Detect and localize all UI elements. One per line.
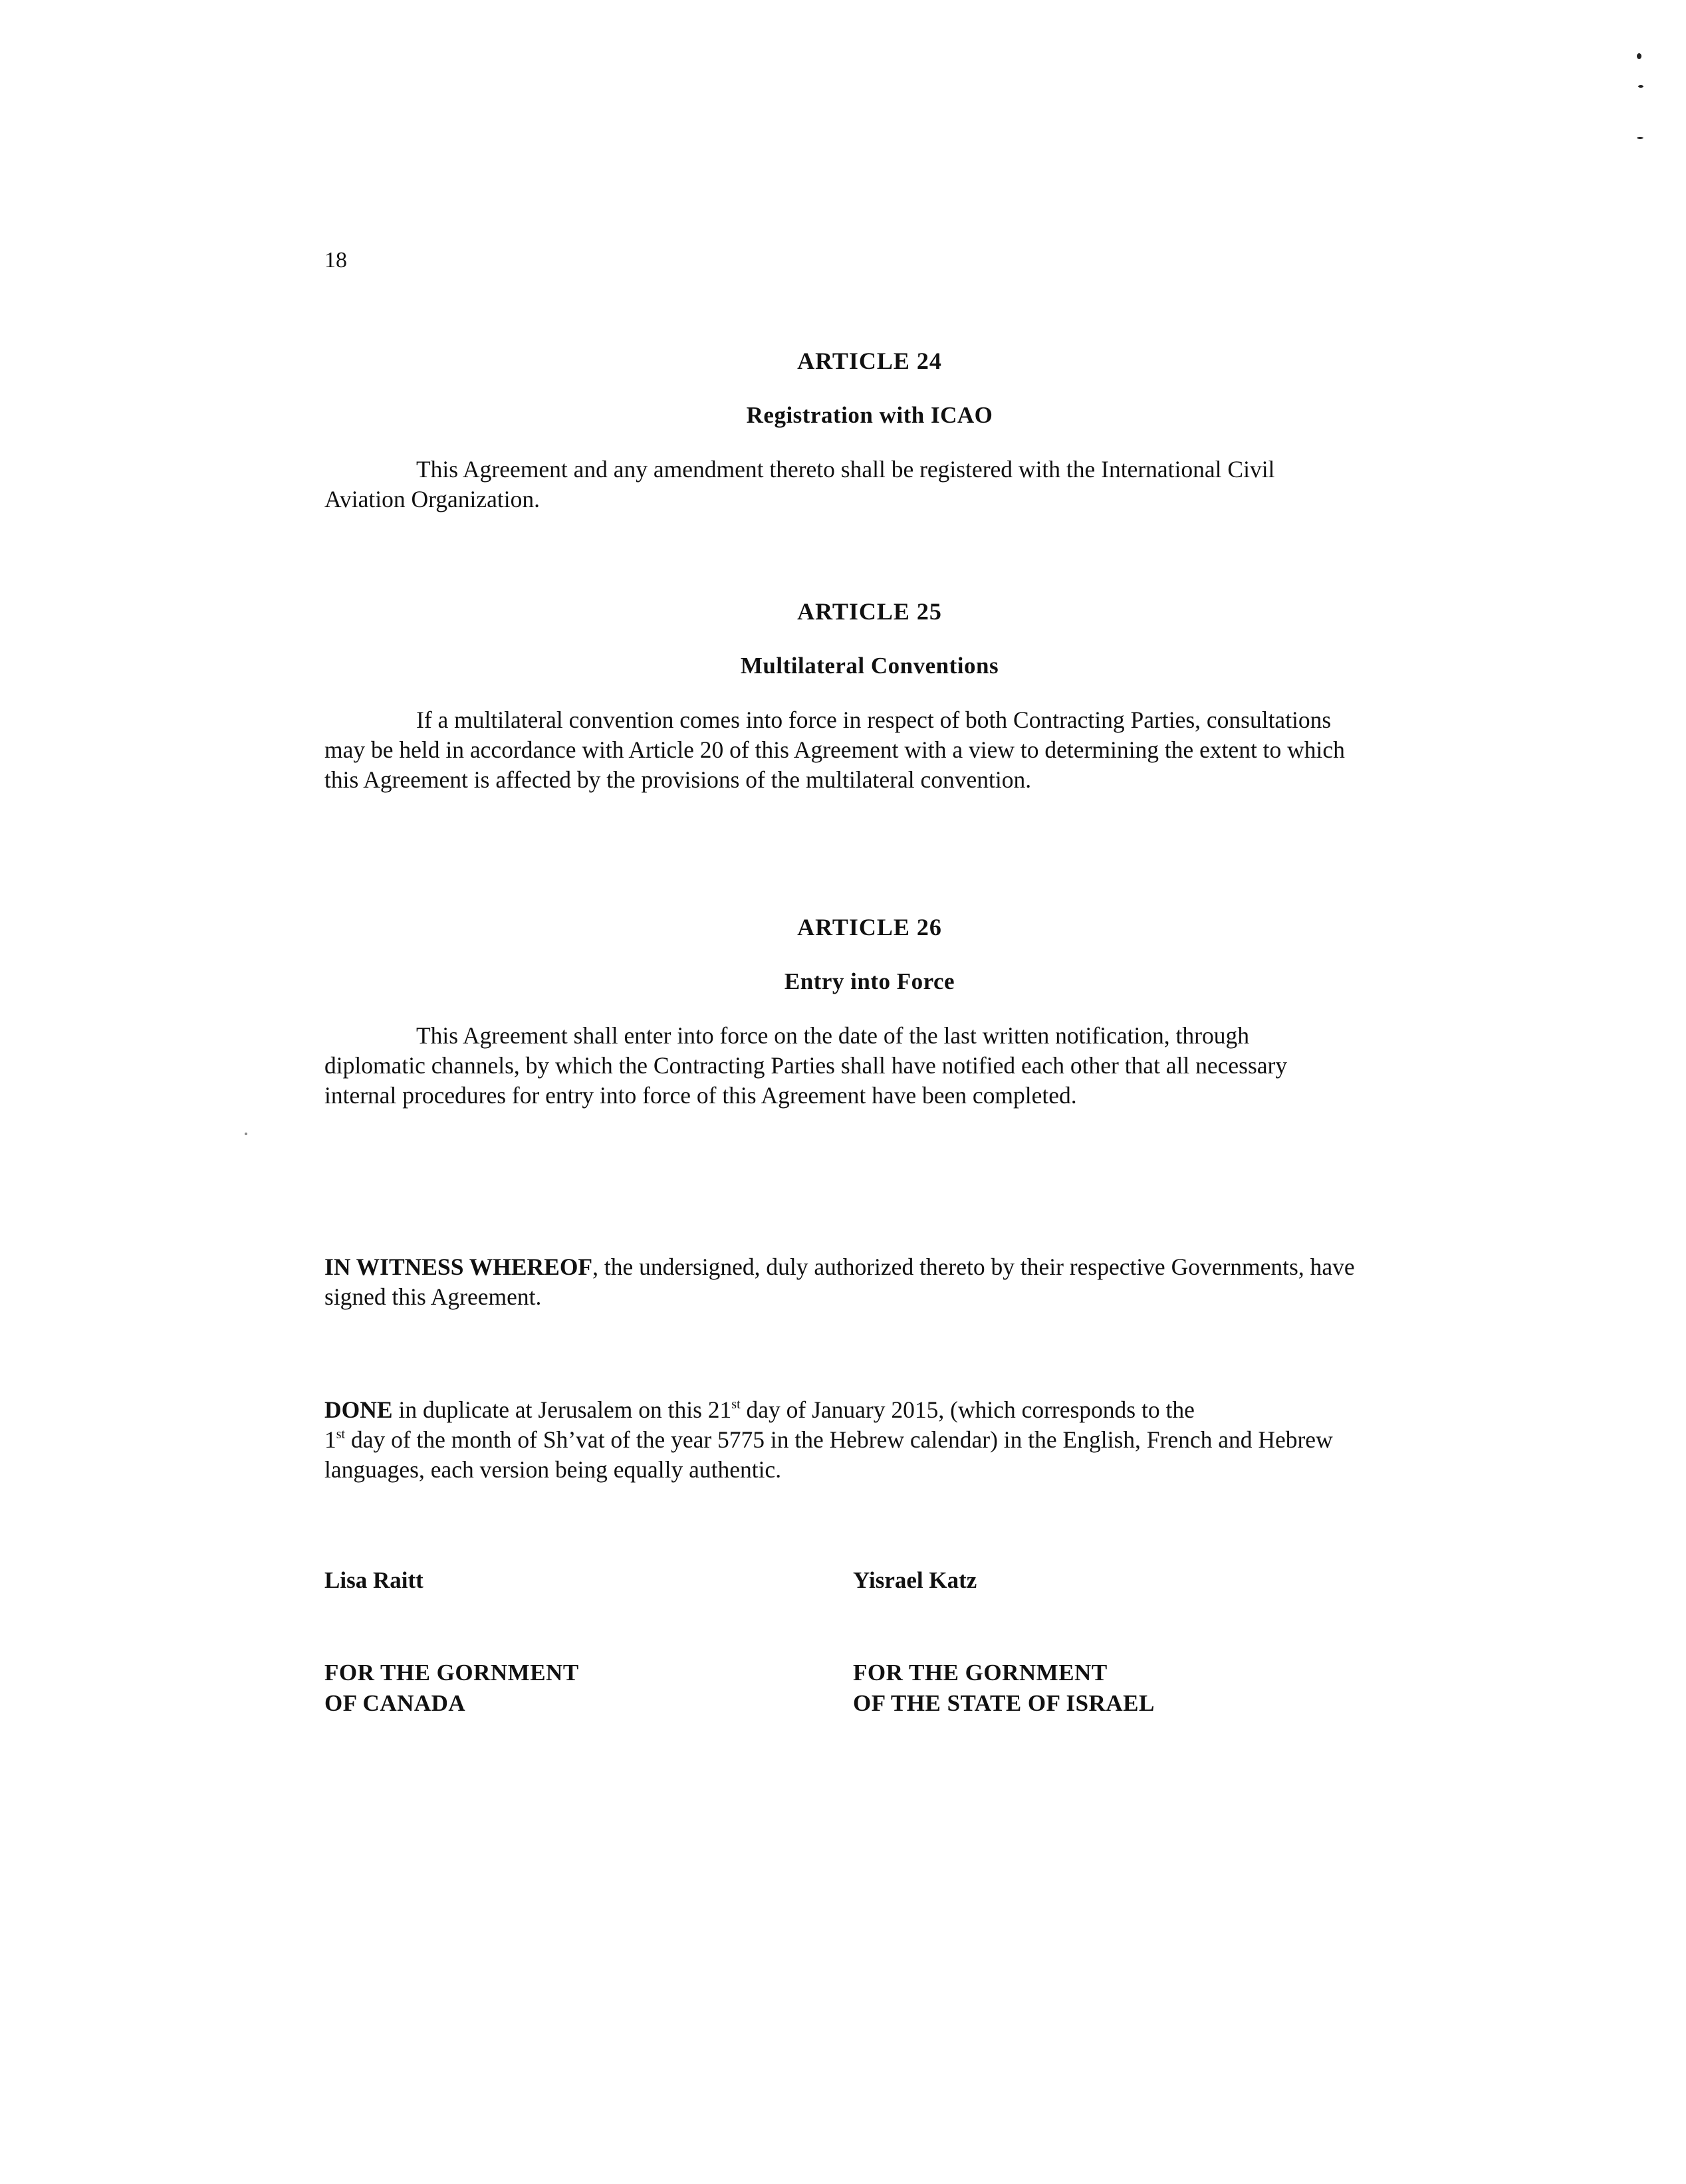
ordinal-suffix: st: [336, 1427, 346, 1442]
article-heading: ARTICLE 26: [797, 914, 942, 940]
article-title: Entry into Force: [784, 968, 955, 994]
signatory-name-israel: Yisrael Katz: [853, 1567, 977, 1593]
article-heading: ARTICLE 24: [797, 348, 942, 374]
article-body: This Agreement shall enter into force on the date of the last written notification, through diplomatic channels, by which the Contracting Parties shall have notified each other that all necessary internal procedures for entry into force of this Agreement have been completed.: [324, 1022, 1288, 1109]
scan-speck: [1637, 53, 1641, 59]
article-body: This Agreement and any amendment thereto shall be registered with the International Civil Aviation Organization.: [324, 456, 1275, 512]
done-text-4: day of the month of Sh’vat of the year 5775 in the Hebrew calendar) in the English, French and Hebrew languages, each version being equally authentic.: [324, 1426, 1333, 1483]
article-title: Multilateral Conventions: [740, 653, 999, 679]
article-body: If a multilateral convention comes into force in respect of both Contracting Parties, consultations may be held in accordance with Article 20 of this Agreement with a view to determining the extent to which this Agreement is affected by the provisions of the multilateral convention.: [324, 707, 1345, 793]
signatory-government-israel: [853, 1658, 1155, 1719]
article-heading: ARTICLE 25: [797, 598, 942, 625]
government-line: FOR THE GORNMENT: [853, 1660, 1108, 1686]
witness-clause: [324, 1252, 1362, 1312]
scan-speck: [1638, 85, 1643, 88]
done-text-3: 1: [324, 1426, 336, 1453]
done-text-1: in duplicate at Jerusalem on this 21: [392, 1396, 732, 1423]
scan-speck: [245, 1133, 247, 1135]
witness-lead: IN WITNESS WHEREOF: [324, 1254, 593, 1280]
witness-text: , the undersigned, duly authorized thereto by their respective Governments, have signed this Agreement.: [324, 1254, 1355, 1310]
article-26: [324, 915, 1362, 1111]
signatory-government-canada: [324, 1658, 579, 1719]
government-line: OF CANADA: [324, 1690, 466, 1716]
scan-speck: [1637, 137, 1643, 139]
done-text-2: day of January 2015, (which corresponds to the: [740, 1396, 1195, 1423]
article-title: Registration with ICAO: [746, 402, 993, 428]
government-line: OF THE STATE OF ISRAEL: [853, 1690, 1155, 1716]
done-lead: DONE: [324, 1396, 393, 1423]
ordinal-suffix: st: [731, 1397, 741, 1412]
government-line: FOR THE GORNMENT: [324, 1660, 579, 1686]
article-24: [324, 349, 1362, 514]
signatory-name-canada: Lisa Raitt: [324, 1567, 423, 1593]
done-clause: [324, 1395, 1362, 1485]
article-25: [324, 600, 1362, 795]
page-number: 18: [324, 248, 347, 273]
